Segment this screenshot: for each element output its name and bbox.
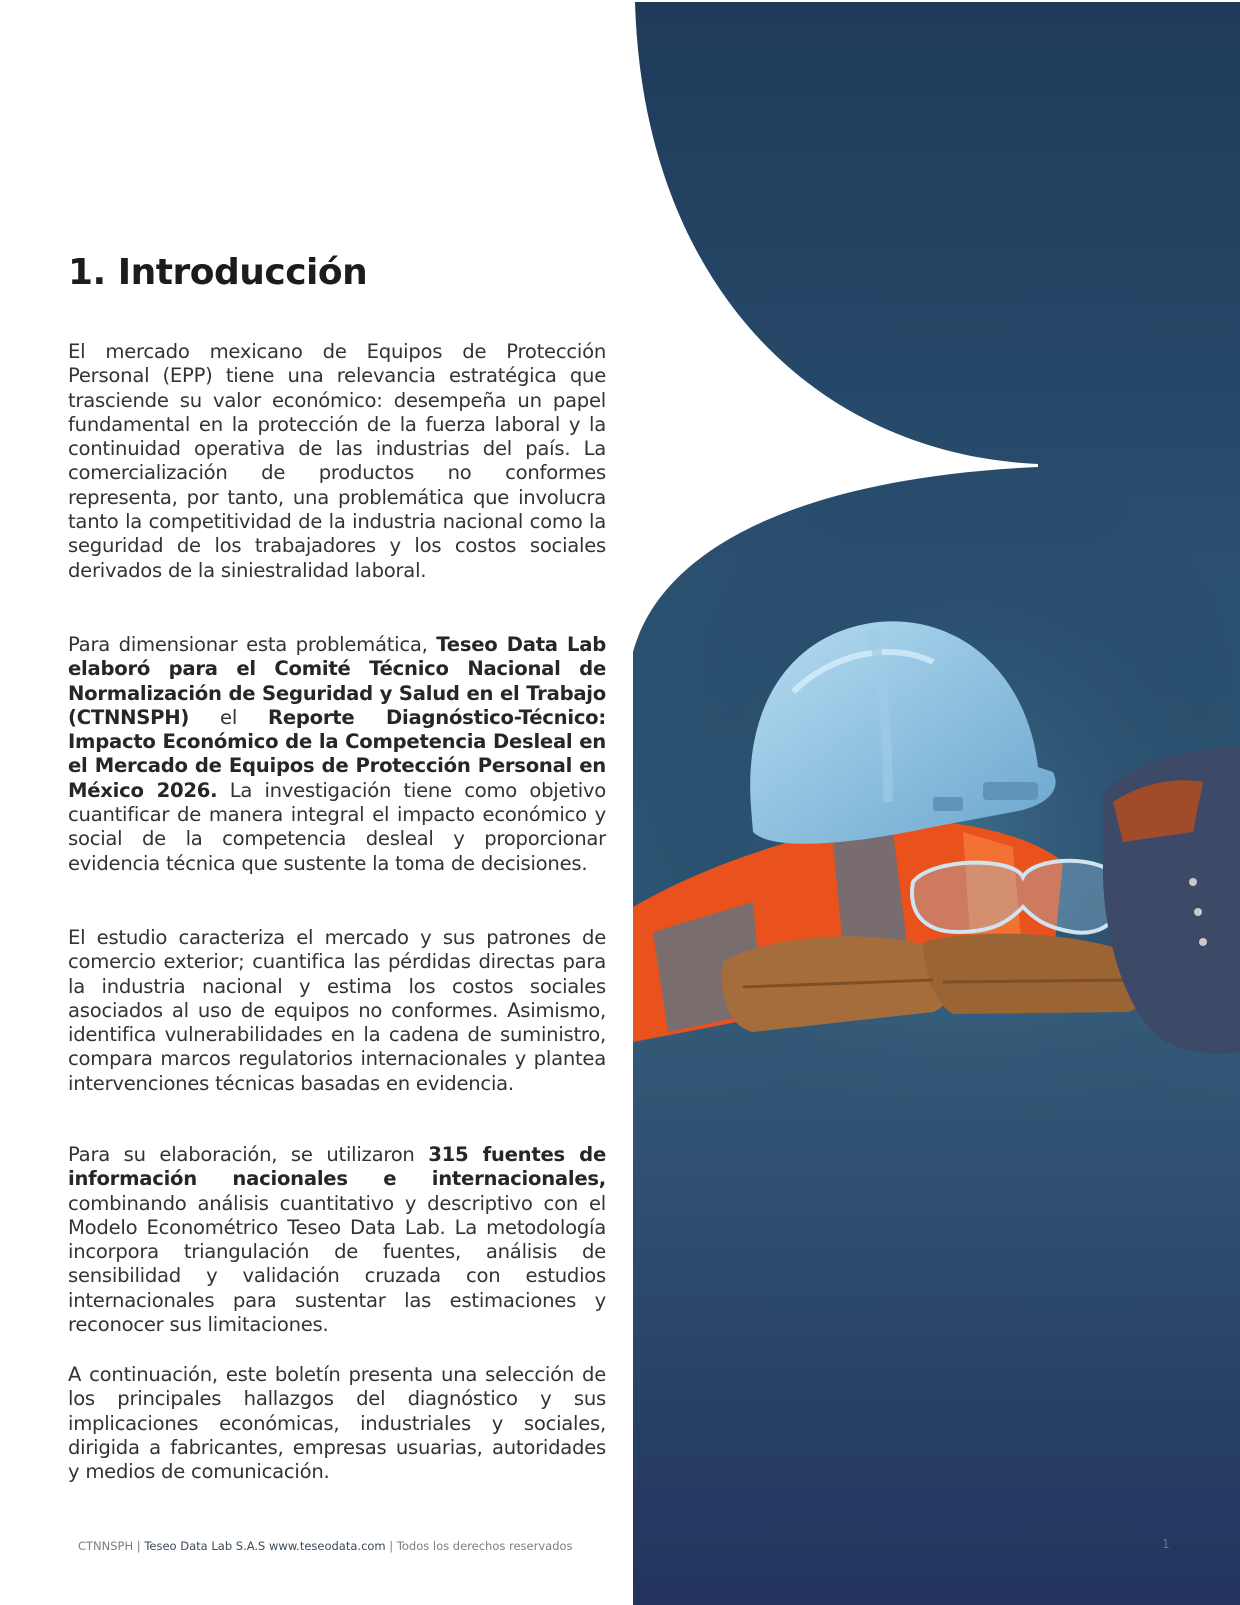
floor-surface [633,1002,1240,1605]
footer-separator: | [385,1539,397,1553]
ppe-illustration [633,2,1240,1605]
footer-rights: Todos los derechos reservados [396,1539,573,1553]
paragraph-4-text: combinando análisis cuantitativo y descriptivo con el Modelo Econométrico Teseo Data Lab. La metodología incorpora triangulación de fuentes, análisis de sensibilidad y validación cruzada con estudios internacionales para sustentar las estimaciones y reconocer sus limitaciones. [68,1191,606,1337]
cover-image-panel [633,2,1240,1605]
paragraph-2-bold-author: Teseo Data Lab elaboró para el Comité Técnico Nacional de Normalización de Seguridad y Salud en el Trabajo (CTNNSPH) [68,633,606,729]
paragraph-2 [68,633,606,876]
page-title: 1. Introducción [68,252,368,293]
footer [78,1539,573,1553]
page-number: 1 [1162,1537,1170,1551]
text-column [68,0,606,1605]
paragraph-4-bold-sources: 315 fuentes de información nacionales e internacionales, [68,1143,607,1191]
paragraph-2-bold-report: Reporte Diagnóstico-Técnico: Impacto Económico de la Competencia Desleal en el Mercado de Equipos de Protección Personal en México 2026. [68,705,606,802]
paragraph-4 [68,1143,606,1337]
footer-separator: | [133,1539,145,1553]
paragraph-2-text: Para dimensionar esta problemática, [68,633,437,656]
paragraph-2-text: el [189,705,269,729]
paragraph-2-text: La investigación tiene como objetivo cuantificar de manera integral el impacto económico y social de la competencia desleal y proporcionar evidencia técnica que sustente la toma de decisiones. [68,778,606,875]
footer-org: CTNNSPH [78,1539,134,1553]
paragraph-4-text: Para su elaboración, se utilizaron [68,1143,429,1166]
paragraph-1: El mercado mexicano de Equipos de Protección Personal (EPP) tiene una relevancia estratégica que trasciende su valor económico: desempeña un papel fundamental en la protección de la fuerza laboral y la continuidad operativa de las industrias del país. La comercialización de productos no conformes representa, por tanto, una problemática que involucra tanto la competitividad de la industria nacional como la seguridad de los trabajadores y los costos sociales derivados de la siniestralidad laboral. [68,340,606,582]
paragraph-5: A continuación, este boletín presenta una selección de los principales hallazgos del diagnóstico y sus implicaciones económicas, industriales y sociales, dirigida a fabricantes, empresas usuarias, autoridades y medios de comunicación. [68,1363,606,1484]
paragraph-3: El estudio caracteriza el mercado y sus patrones de comercio exterior; cuantifica las pérdidas directas para la industria nacional y estima los costos sociales asociados al uso de equipos no conformes. Asimismo, identifica vulnerabilidades en la cadena de suministro, compara marcos regulatorios internacionales y plantea intervenciones técnicas basadas en evidencia. [68,926,606,1095]
footer-company-link[interactable]: Teseo Data Lab S.A.S www.teseodata.com [144,1539,386,1553]
